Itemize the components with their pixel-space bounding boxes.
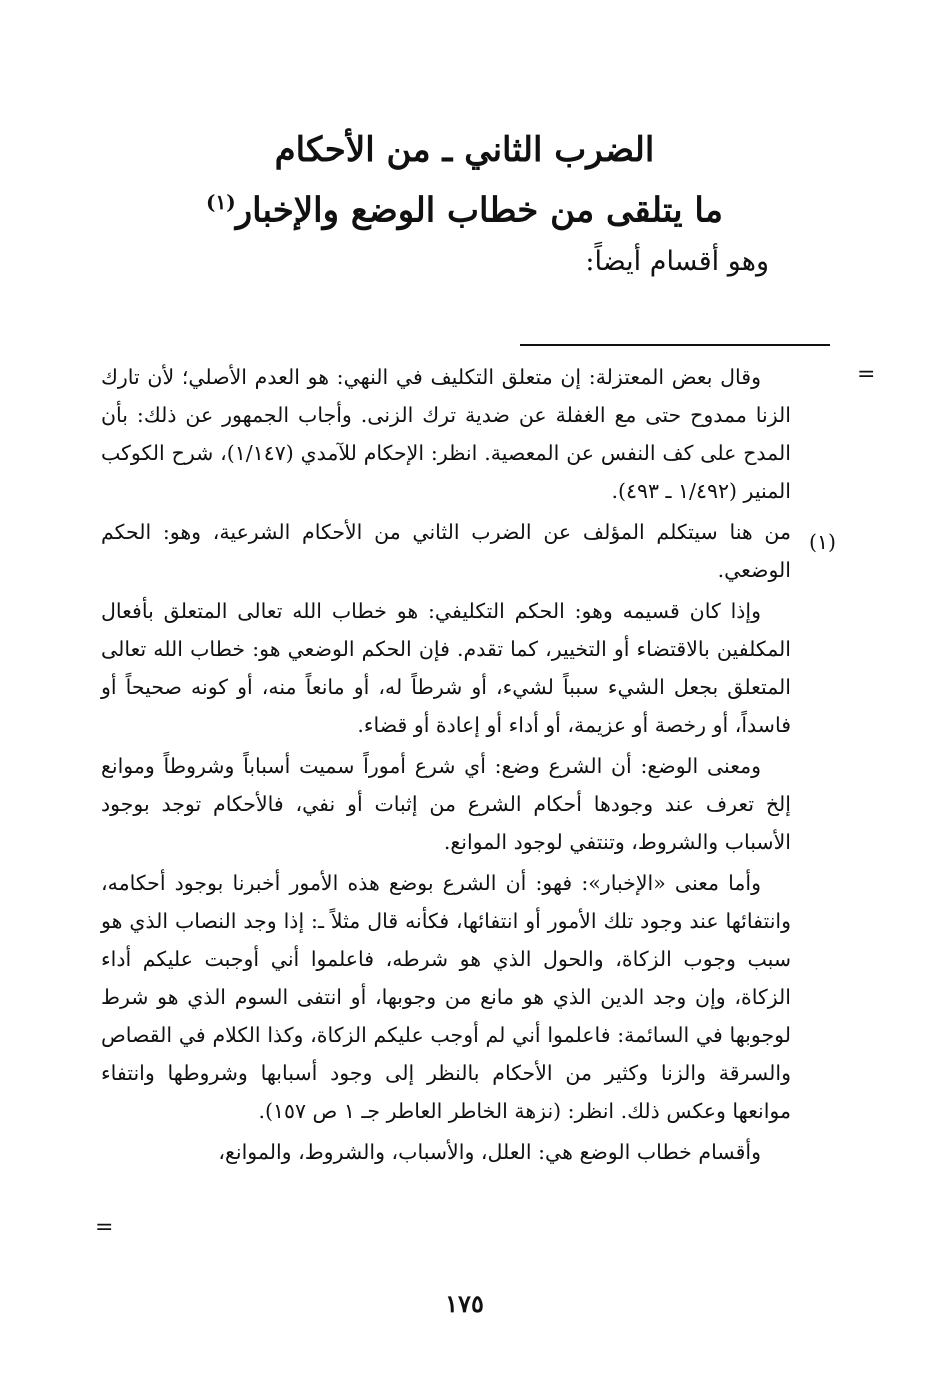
section-title-text-1: الضرب الثاني ـ من الأحكام (274, 130, 655, 170)
continuation-marker-bottom: = (95, 1215, 114, 1240)
footnote-reference: (١) (206, 190, 236, 214)
footnote-1-paragraph-5: وأقسام خطاب الوضع هي: العلل، والأسباب، والشروط، والموانع، (218, 1140, 761, 1164)
section-title-line-1 (0, 126, 929, 174)
section-title-text-2: ما يتلقى من خطاب الوضع والإخبار (235, 190, 723, 231)
footnotes-block (101, 358, 791, 1174)
footnote-1-paragraph-2: وإذا كان قسيمه وهو: الحكم التكليفي: هو خطاب الله تعالى المتعلق بأفعال المكلفين بالاقتضاء أو التخيير، كما تقدم. فإن الحكم الوضعي هو: خطاب الله تعالى المتعلق بجعل الشيء سبباً لشيء، أو شرطاً له، أو مانعاً منه، أو كونه صحيحاً أو فاسداً، أو رخصة أو عزيمة، أو أداء أو إعادة أو قضاء. (101, 599, 791, 737)
intro-text: وهو أقسام أيضاً: (585, 246, 769, 277)
footnote-1-first-paragraph: من هنا سيتكلم المؤلف عن الضرب الثاني من الأحكام الشرعية، وهو: الحكم الوضعي. (101, 520, 791, 582)
page-number: ١٧٥ (445, 1289, 484, 1318)
footnote-number: (١) (808, 530, 836, 554)
footnote-continued-paragraph: وقال بعض المعتزلة: إن متعلق التكليف في النهي: هو العدم الأصلي؛ لأن تارك الزنا ممدوح حتى مع الغفلة عن ضدية ترك الزنى. وأجاب الجمهور عن ذلك: بأن المدح على كف النفس عن المعصية. انظر: الإحكام للآمدي (١/١٤٧)، شرح الكوكب المنير (١/٤٩٢ ـ ٤٩٣). (101, 365, 791, 503)
continuation-marker-top: = (857, 362, 876, 387)
section-title-line-2 (0, 178, 929, 234)
footnote-1-paragraph-3: ومعنى الوضع: أن الشرع وضع: أي شرع أموراً سميت أسباباً وشروطاً وموانع إلخ تعرف عند وجودها أحكام الشرع من إثبات أو نفي، فالأحكام توجد بوجود الأسباب والشروط، وتنتفي لوجود الموانع. (101, 754, 791, 854)
footnote-1-paragraph-4: وأما معنى «الإخبار»: فهو: أن الشرع بوضع هذه الأمور أخبرنا بوجود أحكامه، وانتفائها عند وجود تلك الأمور أو انتفائها، فكأنه قال مثلاً ـ: إذا وجد النصاب الذي هو سبب وجوب الزكاة، والحول الذي هو شرطه، فاعلموا أني أوجبت عليكم أداء الزكاة، وإن وجد الدين الذي هو مانع من وجوبها، أو انتفى السوم الذي هو شرط لوجوبها في السائمة: فاعلموا أني لم أوجب عليكم الزكاة، وكذا الكلام في القصاص والسرقة والزنا وكثير من الأحكام بالنظر إلى وجود أسبابها وشروطها وانتفاء موانعها وعكس ذلك. انظر: (نزهة الخاطر العاطر جـ ١ ص ١٥٧). (101, 871, 791, 1123)
footnote-separator (520, 344, 830, 346)
